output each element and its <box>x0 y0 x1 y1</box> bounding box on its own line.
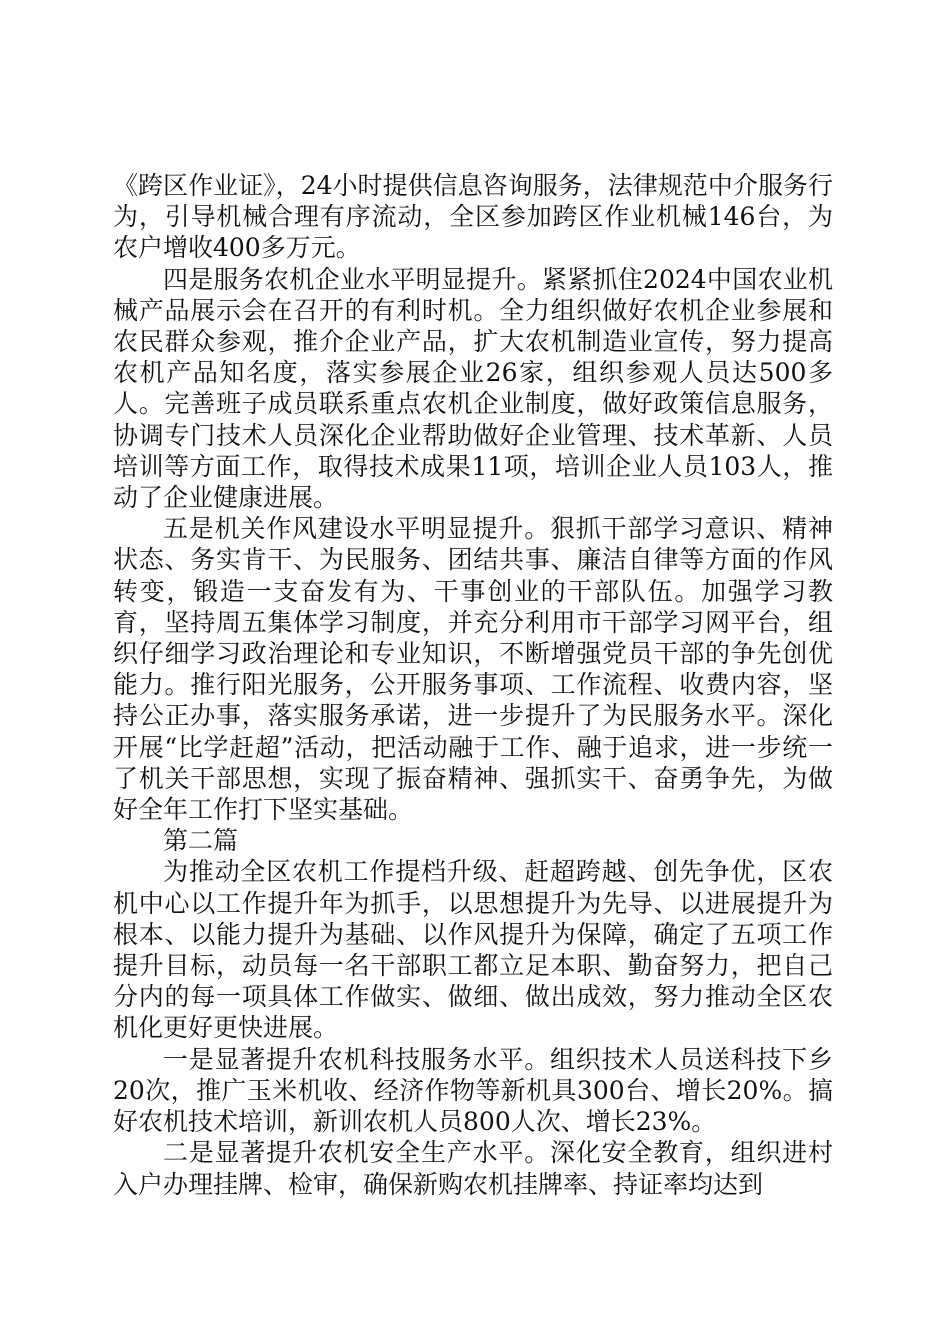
paragraph-point-two: 二是显著提升农机安全生产水平。深化安全教育，组织进村入户办理挂牌、检审，确保新购农机挂牌率、持证率均达到 <box>113 1138 833 1199</box>
paragraph-point-five: 五是机关作风建设水平明显提升。狠抓干部学习意识、精神状态、务实肯干、为民服务、团结共事、廉洁自律等方面的作风转变，锻造一支奋发有为、干事创业的干部队伍。加强学习教育，坚持周五集体学习制度，并充分利用市干部学习网平台，组织仔细学习政治理论和专业知识，不断增强党员干部的争先创优能力。推行阳光服务，公开服务事项、工作流程、收费内容，坚持公正办事，落实服务承诺，进一步提升了为民服务水平。深化开展“比学赶超”活动，把活动融于工作、融于追求，进一步统一了机关干部思想，实现了振奋精神、强抓实干、奋勇争先，为做好全年工作打下坚实基础。 <box>113 514 833 825</box>
document-body <box>113 170 833 1200</box>
paragraph-intro-second: 为推动全区农机工作提档升级、赶超跨越、创先争优，区农机中心以工作提升年为抓手，以思想提升为先导、以进展提升为根本、以能力提升为基础、以作风提升为保障，确定了五项工作提升目标，动员每一名干部职工都立足本职、勤奋努力，把自己分内的每一项具体工作做实、做细、做出成效，努力推动全区农机化更好更快进展。 <box>113 857 833 1043</box>
paragraph-point-four: 四是服务农机企业水平明显提升。紧紧抓住2024中国农业机械产品展示会在召开的有利时机。全力组织做好农机企业参展和农民群众参观，推介企业产品，扩大农机制造业宣传，努力提高农机产品知名度，落实参展企业26家，组织参观人员达500多人。完善班子成员联系重点农机企业制度，做好政策信息服务，协调专门技术人员深化企业帮助做好企业管理、技术革新、人员培训等方面工作，取得技术成果11项，培训企业人员103人，推动了企业健康进展。 <box>113 264 833 513</box>
paragraph-point-one: 一是显著提升农机科技服务水平。组织技术人员送科技下乡20次，推广玉米机收、经济作物等新机具300台、增长20%。搞好农机技术培训，新训农机人员800人次、增长23%。 <box>113 1044 833 1137</box>
section-heading-second: 第二篇 <box>163 826 239 856</box>
paragraph-continuation: 《跨区作业证》，24小时提供信息咨询服务，法律规范中介服务行为，引导机械合理有序流动，全区参加跨区作业机械146台，为农户增收400多万元。 <box>113 171 833 263</box>
